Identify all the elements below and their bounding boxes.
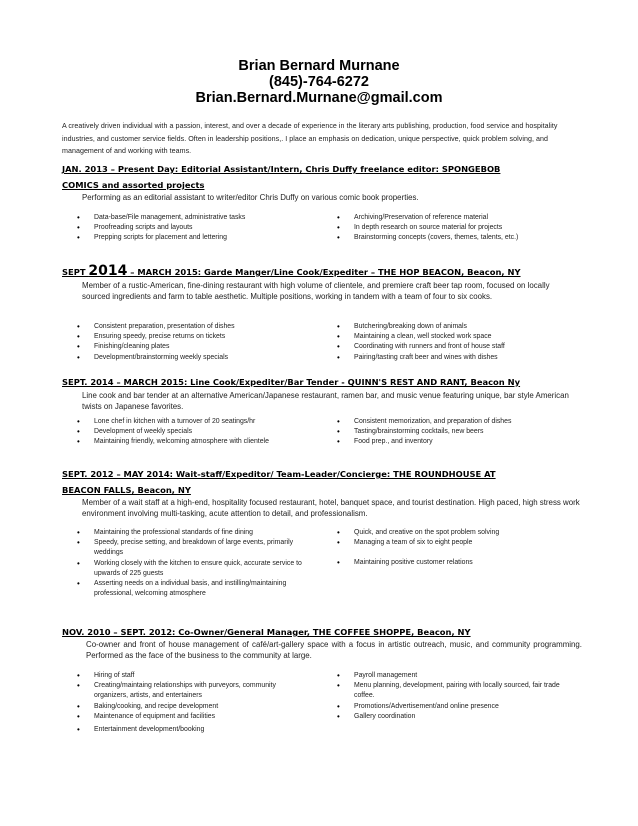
list-item: • Quick, and creative on the spot problem solving <box>334 528 594 538</box>
list-item: • Managing a team of six to eight people <box>334 538 594 548</box>
list-item: • Consistent memorization, and preparation of dishes <box>334 417 594 427</box>
job-duties-left <box>74 322 324 363</box>
job-description: Member of a rustic-American, fine-dining restaurant with high volume of clientele, and premiere craft beer tap room, focused on locally sourced ingredients and farm to table aesthetic. Multiple positions, working in tandem with a team of four to six cooks. <box>82 281 550 302</box>
candidate-name: Brian Bernard Murnane <box>238 58 400 74</box>
list-item: • Development of weekly specials <box>74 427 302 437</box>
job-title-continued: COMICS and assorted projects <box>62 180 205 190</box>
list-item: • Ensuring speedy, precise returns on tickets <box>74 332 324 342</box>
list-item: • Development/brainstorming weekly specials <box>74 353 324 363</box>
list-item: • Maintaining a clean, well stocked work space <box>334 332 594 342</box>
list-item: • Menu planning, development, pairing with locally sourced, fair trade coffee. <box>334 681 574 701</box>
list-item: • Creating/maintaing relationships with purveyors, community organizers, artists, and entertainers <box>74 681 306 701</box>
candidate-email: Brian.Bernard.Murnane@gmail.com <box>195 90 443 106</box>
list-item: • Maintaining positive customer relations <box>334 558 594 568</box>
list-item: • Lone chef in kitchen with a turnover of 20 seatings/hr <box>74 417 302 427</box>
list-item: • Archiving/Preservation of reference material <box>334 213 594 223</box>
job-duties-right <box>334 322 594 363</box>
list-item: • Maintaining friendly, welcoming atmosphere with clientele <box>74 437 302 447</box>
list-item: • Coordinating with runners and front of house staff <box>334 342 594 352</box>
list-item: • Promotions/Advertisement/and online presence <box>334 702 574 712</box>
job-description: Member of a wait staff at a high-end, hospitality focused restaurant, hotel, banquet space, and tourist destination. High paced, high stress work environment involving multi-tasking, acute attention to detail, and professionalism. <box>82 498 580 519</box>
job-title <box>62 264 521 280</box>
job-description: Line cook and bar tender at an alternative American/Japanese restaurant, ramen bar, and music venue featuring unique, bar style American twists on Japanese favorites. <box>82 391 569 412</box>
list-item: • Gallery coordination <box>334 712 574 722</box>
list-item: • Pairing/tasting craft beer and wines with dishes <box>334 353 594 363</box>
job-title-prefix: SEPT <box>62 267 89 277</box>
list-item: • Speedy, precise setting, and breakdown of large events, primarily weddings <box>74 538 306 558</box>
job-title-rest: – MARCH 2015: Garde Manger/Line Cook/Expediter – THE HOP BEACON, Beacon, NY <box>127 267 521 277</box>
list-item: • Working closely with the kitchen to ensure quick, accurate service to upwards of 225 guests <box>74 559 306 579</box>
list-item: • Consistent preparation, presentation of dishes <box>74 322 324 332</box>
list-item: • Tasting/brainstorming cocktails, new beers <box>334 427 594 437</box>
list-item: • Payroll management <box>334 671 574 681</box>
job-title: NOV. 2010 – SEPT. 2012: Co-Owner/General Manager, THE COFFEE SHOPPE, Beacon, NY <box>62 627 471 637</box>
list-item: • Prepping scripts for placement and lettering <box>74 233 324 243</box>
candidate-phone: (845)-764-6272 <box>269 74 369 90</box>
job-description: Performing as an editorial assistant to writer/editor Chris Duffy on various comic book properties. <box>82 193 419 202</box>
list-item: • Butchering/breaking down of animals <box>334 322 594 332</box>
summary-paragraph: A creatively driven individual with a passion, interest, and over a decade of experience in the literary arts publishing, production, food service and hospitality industries, and customer service fields. Often in leadership positions,. I place an emphasis on dedication, unique perspective, quick problem solving, and management of and working with teams. <box>62 122 558 156</box>
job-duties-right <box>334 671 574 722</box>
job-title-continued: BEACON FALLS, Beacon, NY <box>62 485 191 495</box>
job-duties-right <box>334 213 594 244</box>
list-item: • Asserting needs on a individual basis, and instilling/maintaining professional, welcoming atmosphere <box>74 579 306 599</box>
job-duties-left <box>74 671 306 735</box>
list-item: • Baking/cooking, and recipe development <box>74 702 306 712</box>
list-item: • Maintenance of equipment and facilities <box>74 712 306 722</box>
job-title: JAN. 2013 – Present Day: Editorial Assistant/Intern, Chris Duffy freelance editor: SPONGEBOB <box>62 164 501 174</box>
job-duties-left <box>74 528 306 599</box>
job-duties-left <box>74 213 324 244</box>
job-title-year: 2014 <box>88 263 128 279</box>
list-item: • Hiring of staff <box>74 671 306 681</box>
list-item: • Food prep., and inventory <box>334 437 594 447</box>
list-item: • Data-base/File management, administrative tasks <box>74 213 324 223</box>
list-item: • Brainstorming concepts (covers, themes, talents, etc.) <box>334 233 594 243</box>
job-description: Co-owner and front of house management of café/art-gallery space with a focus in artistic outreach, music, and community programming. Performed as the face of the business to the community at large. <box>86 640 582 661</box>
job-duties-left <box>74 417 302 448</box>
list-item: • Entertainment development/booking <box>74 725 306 735</box>
list-item: • Proofreading scripts and layouts <box>74 223 324 233</box>
list-item: • Maintaining the professional standards of fine dining <box>74 528 306 538</box>
job-duties-right <box>334 528 594 569</box>
job-title: SEPT. 2014 – MARCH 2015: Line Cook/Expediter/Bar Tender - QUINN'S REST AND RANT, Beacon Ny <box>62 377 521 387</box>
job-duties-right <box>334 417 594 448</box>
job-title: SEPT. 2012 – MAY 2014: Wait-staff/Expeditor/ Team-Leader/Concierge: THE ROUNDHOUSE AT <box>62 469 496 479</box>
list-item: • Finishing/cleaning plates <box>74 342 324 352</box>
list-item: • In depth research on source material for projects <box>334 223 594 233</box>
